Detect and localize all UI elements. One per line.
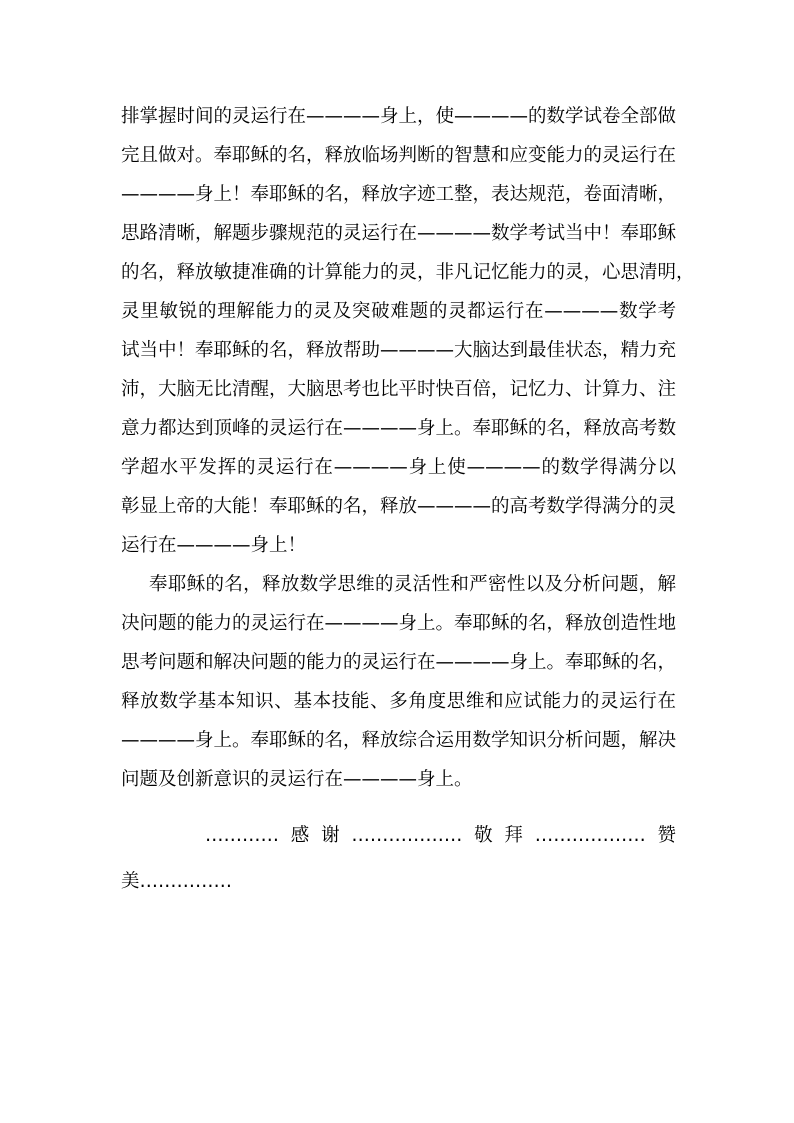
paragraph-2-line: ————身上。奉耶稣的名，释放综合运用数学知识分析问题，解决	[121, 730, 677, 751]
paragraph-1-line: 试当中！奉耶稣的名，释放帮助————大脑达到最佳状态，精力充	[121, 340, 677, 361]
paragraph-1-line: ————身上！奉耶稣的名，释放字迹工整，表达规范，卷面清晰，	[121, 184, 677, 205]
paragraph-1-line: 排掌握时间的灵运行在————身上，使————的数学试卷全部做	[121, 106, 677, 127]
paragraph-1-line: 的名，释放敏捷准确的计算能力的灵，非凡记忆能力的灵，心思清明，	[121, 262, 695, 283]
paragraph-2-line: 思考问题和解决问题的能力的灵运行在————身上。奉耶稣的名，	[121, 652, 677, 673]
paragraph-1-line: 灵里敏锐的理解能力的灵及突破难题的灵都运行在————数学考	[121, 301, 676, 322]
closing-line: …………感谢………………敬拜………………赞	[205, 825, 676, 846]
paragraph-2-line: 释放数学基本知识、基本技能、多角度思维和应试能力的灵运行在	[121, 691, 676, 712]
paragraph-1-line: 运行在————身上！	[121, 535, 307, 556]
paragraph-1-line: 完且做对。奉耶稣的名，释放临场判断的智慧和应变能力的灵运行在	[121, 145, 677, 166]
paragraph-1-line: 意力都达到顶峰的灵运行在————身上。奉耶稣的名，释放高考数	[121, 418, 677, 439]
paragraph-1-line: 沛，大脑无比清醒，大脑思考也比平时快百倍，记忆力、计算力、注	[121, 379, 677, 400]
paragraph-2-line: 奉耶稣的名，释放数学思维的灵活性和严密性以及分析问题，解	[149, 574, 676, 595]
paragraph-2-line: 问题及创新意识的灵运行在————身上。	[121, 769, 473, 790]
paragraph-1-line: 彰显上帝的大能！奉耶稣的名，释放————的高考数学得满分的灵	[121, 496, 677, 517]
closing-line: 美……………	[121, 871, 233, 892]
paragraph-1-line: 思路清晰，解题步骤规范的灵运行在————数学考试当中！奉耶稣	[121, 223, 677, 244]
paragraph-1-line: 学超水平发挥的灵运行在————身上使————的数学得满分以	[121, 457, 676, 478]
paragraph-2-line: 决问题的能力的灵运行在————身上。奉耶稣的名，释放创造性地	[121, 613, 677, 634]
